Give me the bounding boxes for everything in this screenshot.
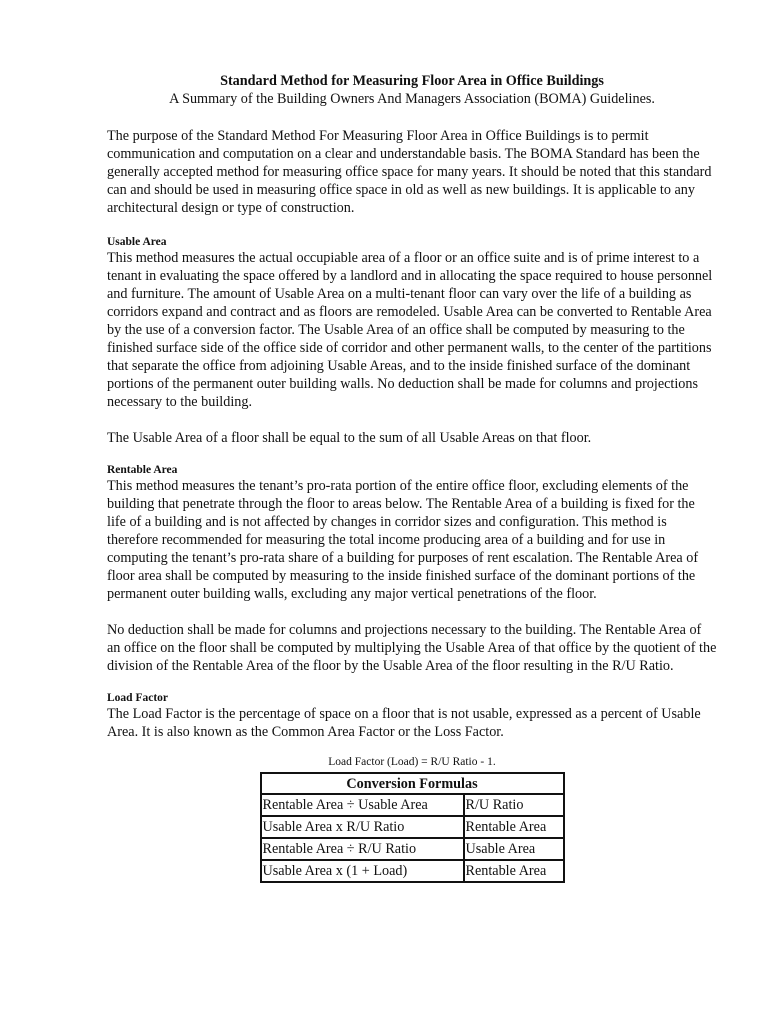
usable-area-heading: Usable Area	[107, 236, 167, 248]
usable-area-paragraph-2: The Usable Area of a floor shall be equal to the sum of all Usable Areas on that floor.	[107, 430, 592, 446]
table-header: Conversion Formulas	[261, 773, 564, 794]
result-cell: Usable Area	[464, 838, 564, 860]
table-row	[261, 838, 564, 860]
formula-cell: Usable Area x (1 + Load)	[261, 860, 464, 882]
table-row	[261, 794, 564, 816]
table-row	[261, 816, 564, 838]
table-row	[261, 860, 564, 882]
load-factor-heading: Load Factor	[107, 692, 169, 704]
formula-cell: Rentable Area ÷ R/U Ratio	[261, 838, 464, 860]
formula-cell: Rentable Area ÷ Usable Area	[261, 794, 464, 816]
result-cell: Rentable Area	[464, 860, 564, 882]
rentable-area-paragraph-1: This method measures the tenant’s pro-rata portion of the entire office floor, excluding elements of the building that penetrate through the floor to areas below. The Rentable Area of a building is fixed for the life of a building and is not affected by changes in corridor sizes and configuration. This method is therefore recommended for measuring the total income producing area of a building and for use in computing the tenant’s pro-rata share of a building for purposes of rent escalation. The Rentable Area of floor area shall be computed by measuring to the inside finished surface of the dominant portions of the permanent outer building walls, excluding any major vertical penetrations of the floor.	[107, 478, 699, 602]
intro-paragraph: The purpose of the Standard Method For Measuring Floor Area in Office Buildings is to permit communication and computation on a clear and understandable basis. The BOMA Standard has been the generally accepted method for measuring office space for many years. It should be noted that this standard can and should be used in measuring office space in old as well as new buildings. It is applicable to any architectural design or type of construction.	[107, 128, 712, 216]
rentable-area-paragraph-2: No deduction shall be made for columns and projections necessary to the building. The Rentable Area of an office on the floor shall be computed by multiplying the Usable Area of that office by the quotient of the division of the Rentable Area of the floor by the Usable Area of the floor resulting in the R/U Ratio.	[107, 622, 717, 674]
result-cell: R/U Ratio	[464, 794, 564, 816]
document-title: Standard Method for Measuring Floor Area in Office Buildings	[220, 73, 604, 89]
load-factor-paragraph: The Load Factor is the percentage of space on a floor that is not usable, expressed as a percent of Usable Area. It is also known as the Common Area Factor or the Loss Factor.	[107, 706, 701, 740]
result-cell: Rentable Area	[464, 816, 564, 838]
usable-area-paragraph-1: This method measures the actual occupiable area of a floor or an office suite and is of prime interest to a tenant in evaluating the space offered by a landlord and in allocating the space required to house personnel and furniture. The amount of Usable Area on a multi-tenant floor can vary over the life of a building as corridors expand and contract and as floors are remodeled. Usable Area can be converted to Rentable Area by the use of a conversion factor. The Usable Area of an office shall be computed by measuring to the finished surface side of the office side of corridor and other permanent walls, to the center of the partitions that separate the office from adjoining Usable Areas, and to the inside finished surface of the dominant portions of the permanent outer building walls. No deduction shall be made for columns and projections necessary to the building.	[107, 250, 713, 410]
document-subtitle: A Summary of the Building Owners And Managers Association (BOMA) Guidelines.	[169, 91, 655, 107]
formula-cell: Usable Area x R/U Ratio	[261, 816, 464, 838]
document-page	[107, 72, 717, 883]
rentable-area-heading: Rentable Area	[107, 464, 178, 476]
table-header-row	[261, 773, 564, 794]
conversion-formulas-table	[260, 772, 565, 883]
load-factor-formula: Load Factor (Load) = R/U Ratio - 1.	[328, 756, 496, 768]
